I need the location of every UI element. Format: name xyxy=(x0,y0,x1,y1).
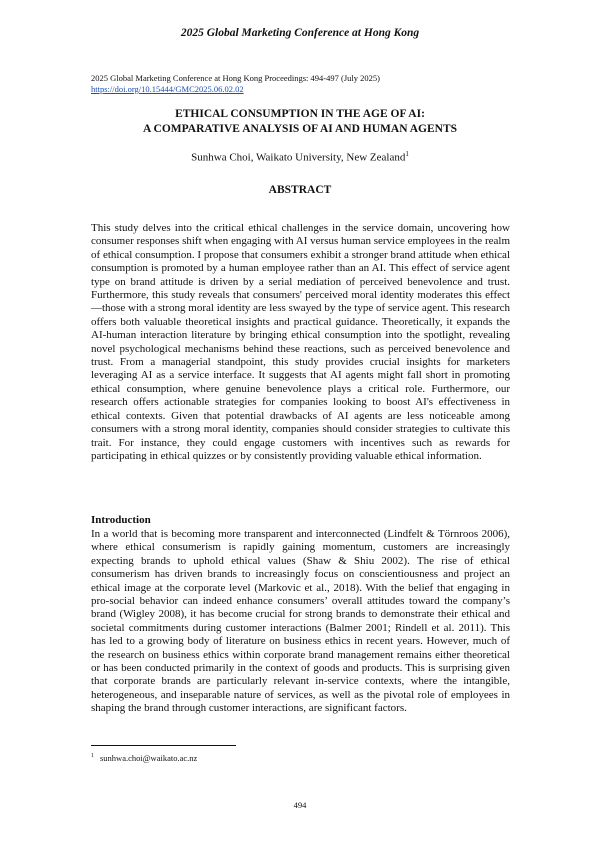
footnote-divider xyxy=(91,745,236,746)
page-number: 494 xyxy=(293,800,307,810)
paper-title xyxy=(0,107,600,137)
footnote-mark: 1 xyxy=(91,753,94,760)
author-text: Sunhwa Choi, Waikato University, New Zealand xyxy=(191,151,406,164)
title-line-1: ETHICAL CONSUMPTION IN THE AGE OF AI: xyxy=(175,108,425,120)
doi-link[interactable]: https://doi.org/10.15444/GMC2025.06.02.02 xyxy=(91,84,244,94)
running-header: 2025 Global Marketing Conference at Hong Kong xyxy=(180,27,420,39)
author-line xyxy=(0,150,600,164)
footnote-email: sunhwa.choi@waikato.ac.nz xyxy=(100,753,198,763)
proceedings-citation: 2025 Global Marketing Conference at Hong Kong Proceedings: 494-497 (July 2025) xyxy=(91,73,380,83)
introduction-text: In a world that is becoming more transparent and interconnected (Lindfelt & Törnroos 2006), where ethical consumerism is rapidly gaining momentum, customers are increasingly expecting brands to uphold ethical values (Shaw & Shiu 2002). The rise of ethical consumerism has driven brands to increasingly focus on conscientiousness and project an ethical image at the corporate level (Markovic et al., 2018). With the belief that engaging in pro-social behavior can indeed enhance consumers’ overall attitudes toward the company’s brand (Wigley 2008), it has become crucial for strong brands to demonstrate their ethical and societal commitments during customer interactions (Balmer 2001; Rindell et al. 2011). This has led to a growing body of literature on business ethics in recent years. However, much of the research on business ethics within corporate brand management remains either theoretical or has been conducted primarily in the context of goods and products. This is surprising given that corporate brands are particularly relevant in-service contexts, where the intangible, heterogeneous, and inseparable nature of services, as well as the pivotal role of employees in shaping the brand through customer interactions, are significant factors. xyxy=(91,528,510,715)
footnote xyxy=(91,753,197,763)
abstract-heading: ABSTRACT xyxy=(268,184,332,196)
proceedings-info xyxy=(91,73,511,95)
author-footnote-mark: 1 xyxy=(405,150,409,158)
title-line-2: A COMPARATIVE ANALYSIS OF AI AND HUMAN AGENTS xyxy=(142,123,458,135)
abstract-text: This study delves into the critical ethical challenges in the service domain, uncovering how consumer responses shift when engaging with AI versus human service employees in the realm of ethical consumption. I propose that consumers exhibit a stronger brand attitude when ethical consumption is promoted by a human employee rather than an AI. This effect of service agent type on brand attitude is driven by a serial mediation of perceived benevolence and trust. Furthermore, this study reveals that consumers' perceived moral identity moderates this effect—those with a strong moral identity are less swayed by the type of service agent. This research offers both valuable theoretical insights and practical guidance. Theoretically, it expands the AI-human interaction literature by bringing ethical consumption into the spotlight, revealing novel psychological mechanisms behind these reactions, such as perceived benevolence and trust. From a managerial standpoint, this study provides crucial insights for marketers leveraging AI as a service interface. It suggests that AI agents might fall short in promoting ethical consumption, where genuine benevolence plays a critical role. Furthermore, our research offers actionable strategies for companies looking to boost AI's effectiveness in ethical contexts. Given that potential drawbacks of AI agents are less noticeable among consumers with a strong moral identity, companies should consider strategies to cultivate this trait. For instance, they could engage customers with incentives such as rewards for participating in ethical quizzes or by consistently providing valuable ethical information. xyxy=(91,222,510,462)
introduction-heading: Introduction xyxy=(91,514,151,526)
